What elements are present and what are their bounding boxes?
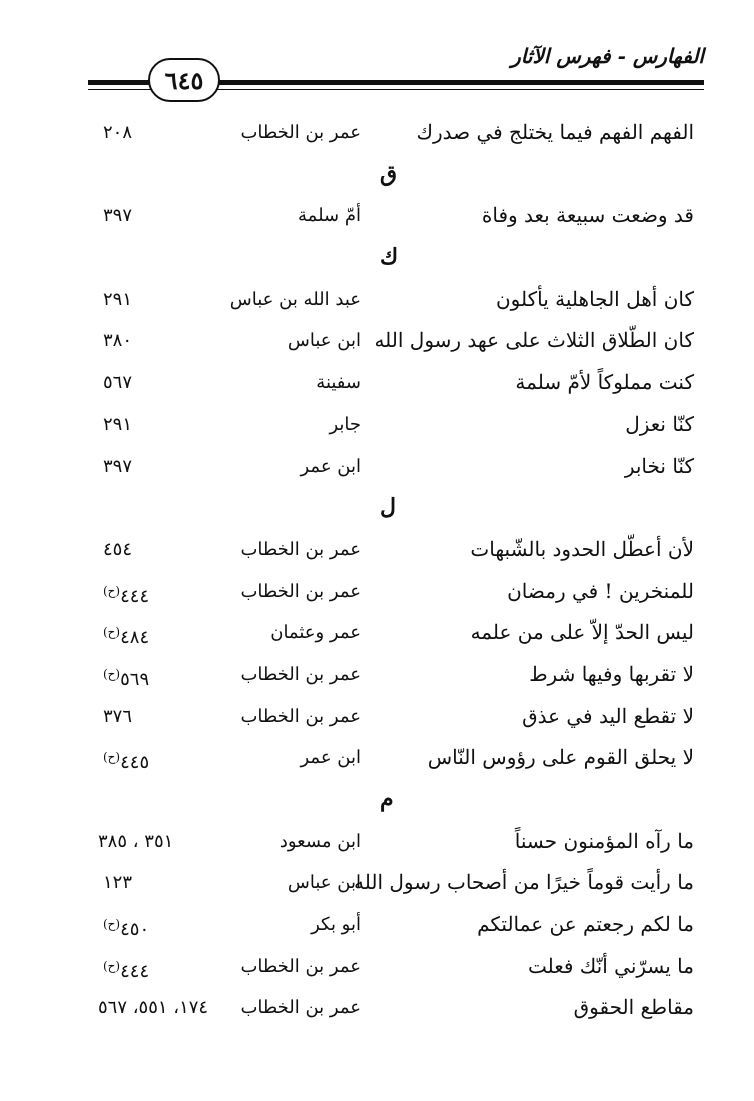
running-title: الفهارس - فهرس الآثار [511, 44, 704, 68]
page-ref [103, 446, 213, 488]
index-row [0, 946, 754, 988]
section-letter-label: م [380, 786, 394, 812]
athar-text: لأن أعطّل الحدود بالشّبهات [470, 536, 694, 561]
page-ref [103, 737, 213, 784]
section-letter-label: ق [380, 160, 398, 187]
section-letter [0, 487, 754, 529]
page-ref-value: ٥٦٩ [120, 668, 150, 690]
narrator: عبد الله بن عباس [229, 288, 361, 310]
page-ref-value: ٣٩٧ [103, 455, 133, 477]
page-ref-note: (ح) [103, 750, 121, 765]
narrator: عمر بن الخطاب [240, 538, 361, 560]
page-ref-note: (ح) [103, 666, 121, 681]
section-letter-label: ل [380, 494, 396, 521]
index-row [0, 987, 754, 1029]
narrator: عمر بن الخطاب [240, 955, 361, 977]
athar-text: ما رآه المؤمنون حسناً [514, 828, 694, 853]
index-row [0, 696, 754, 738]
athar-text: كنّا نعزل [625, 411, 694, 436]
page-ref-value: ٥٦٧ [103, 372, 133, 394]
page-ref [103, 279, 213, 321]
index-row [0, 112, 754, 154]
index-row [0, 362, 754, 404]
narrator: عمر بن الخطاب [240, 705, 361, 727]
page-ref [98, 987, 298, 1029]
narrator: جابر [329, 413, 361, 435]
athar-text: للمنخرين ! في رمضان [507, 578, 694, 603]
page-ref [103, 195, 213, 237]
index-row [0, 195, 754, 237]
page-ref [103, 612, 213, 659]
section-letter [0, 154, 754, 196]
athar-text: كنت مملوكاً لأمّ سلمة [515, 370, 694, 395]
page-number: ٦٤٥ [148, 58, 220, 102]
page-ref [103, 654, 213, 701]
narrator: عمر وعثمان [270, 622, 361, 644]
index-row [0, 404, 754, 446]
athar-index-list [0, 112, 754, 1029]
index-row [0, 279, 754, 321]
athar-text: ما يسرّني أنّك فعلت [527, 953, 694, 978]
page-ref-value: ٢٩١ [103, 413, 133, 435]
index-row [0, 862, 754, 904]
page-ref-value: ٤٥٠ [120, 919, 150, 941]
page-ref [103, 946, 213, 993]
athar-text: لا يحلق القوم على رؤوس النّاس [427, 745, 694, 770]
narrator: عمر بن الخطاب [240, 580, 361, 602]
page-ref [103, 112, 213, 154]
page-ref-note: (ح) [103, 625, 121, 640]
page-ref [103, 862, 213, 904]
page-ref-value: ١٧٤، ٥٥١، ٥٦٧ [98, 997, 209, 1019]
page-ref [98, 821, 298, 863]
narrator: أمّ سلمة [298, 205, 361, 227]
page-ref-note: (ح) [103, 958, 121, 973]
athar-text: الفهم الفهم فيما يختلج في صدرك [416, 120, 694, 144]
narrator: ابن عباس [287, 330, 361, 352]
page-ref [103, 696, 213, 738]
narrator: عمر بن الخطاب [240, 663, 361, 685]
page-ref-value: ٣٧٦ [103, 705, 133, 727]
page-ref-value: ٤٨٤ [120, 627, 150, 649]
page-ref-value: ١٢٣ [103, 872, 133, 894]
index-row [0, 612, 754, 654]
narrator: أبو بكر [311, 914, 361, 936]
page-ref [103, 529, 213, 571]
athar-text: كان الطّلاق الثلاث على عهد رسول الله [374, 328, 694, 353]
athar-text: لا تقربها وفيها شرط [529, 661, 694, 686]
index-row [0, 654, 754, 696]
index-row [0, 446, 754, 488]
page-ref-value: ٢٠٨ [103, 122, 133, 143]
athar-text: ما رأيت قوماً خيرًا من أصحاب رسول الله [354, 870, 694, 895]
page-ref-value: ٤٤٤ [120, 960, 150, 982]
page-ref-value: ٤٥٤ [103, 538, 133, 560]
athar-text: ما لكم رجعتم عن عمالتكم [477, 912, 694, 937]
page-ref [103, 320, 213, 362]
athar-text: لا تقطع اليد في عذق [522, 703, 694, 728]
athar-text: كان أهل الجاهلية يأكلون [495, 286, 694, 311]
page-ref-value: ٣٩٧ [103, 205, 133, 227]
section-letter [0, 779, 754, 821]
page-ref-value: ٤٤٤ [120, 585, 150, 607]
page-ref-note: (ح) [103, 583, 121, 598]
page-header [0, 0, 754, 110]
athar-text: كنّا نخابر [624, 453, 694, 478]
index-row [0, 320, 754, 362]
narrator: ابن عمر [300, 455, 361, 477]
narrator: ابن عباس [287, 872, 361, 894]
index-row [0, 737, 754, 779]
narrator: سفينة [316, 372, 361, 394]
narrator: عمر بن الخطاب [240, 997, 361, 1019]
page-ref-value: ٣٨٠ [103, 330, 133, 352]
page-ref-note: (ح) [103, 917, 121, 932]
narrator: عمر بن الخطاب [240, 122, 361, 143]
athar-text: ليس الحدّ إلاّ على من علمه [470, 620, 694, 645]
page-ref-value: ٤٤٥ [120, 752, 150, 774]
section-letter [0, 237, 754, 279]
index-row [0, 904, 754, 946]
index-row [0, 571, 754, 613]
page-ref [103, 362, 213, 404]
narrator: ابن عمر [300, 747, 361, 769]
page-ref [103, 904, 213, 951]
index-row [0, 529, 754, 571]
section-letter-label: ك [380, 244, 399, 271]
index-row [0, 821, 754, 863]
athar-text: مقاطع الحقوق [573, 995, 694, 1020]
narrator: ابن مسعود [279, 830, 361, 852]
page-ref-value: ٢٩١ [103, 288, 133, 310]
page-ref [103, 404, 213, 446]
page-ref [103, 571, 213, 618]
athar-text: قد وضعت سبيعة بعد وفاة [481, 203, 694, 228]
page-ref-value: ٣٥١ ، ٣٨٥ [98, 830, 174, 852]
